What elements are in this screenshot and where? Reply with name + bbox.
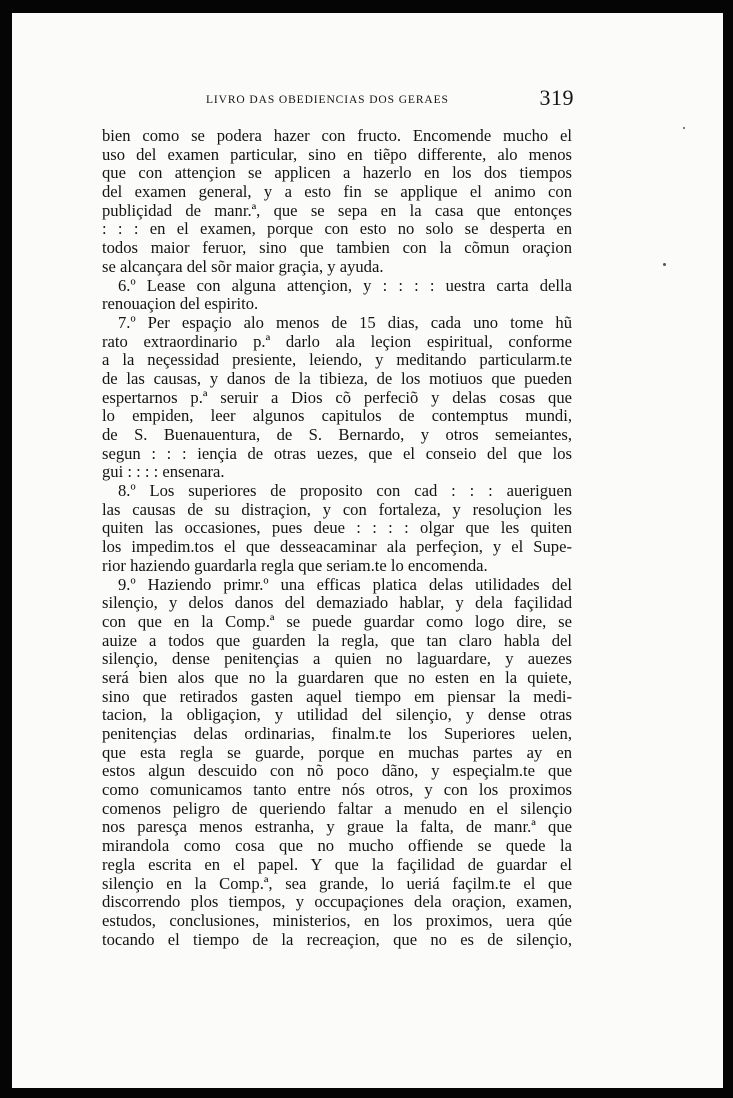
paragraph-start-8: 8.º Los superiores de proposito con cad : : : aueriguen — [118, 482, 572, 501]
paragraph-start-7: 7.º Per espaçio alo menos de 15 dias, cada uno tome hũ — [118, 313, 572, 332]
text-line: silençio en la Comp.ª, sea grande, lo ueriá façilm.te el que — [102, 874, 572, 893]
text-line: bien como se podera hazer con fructo. Encomende mucho el — [102, 127, 572, 145]
paragraph-start-9: 9.º Haziendo primr.º una efficas platica delas utilidades del — [118, 575, 572, 594]
text-line: nos paresça menos estranha, y graue la falta, de manr.ª que — [102, 818, 572, 837]
text-line: que con attençion se applicen a hazerlo en los dos tiempos — [102, 164, 572, 183]
text-line: comenos peligro de queriendo faltar a menudo en el silençio — [102, 799, 572, 818]
text-line: silençio, dense penitençias a quien no laguardare, y auezes — [102, 650, 572, 669]
text-line: publiçidad de manr.ª, que se sepa en la casa que entonçes — [102, 201, 572, 220]
text-line: penitençias delas ordinarias, finalm.te los Superiores uelen, — [102, 725, 572, 743]
paragraph-start-6: 6.º Lease con alguna attençion, y : : : : uestra carta della — [118, 276, 572, 295]
text-line: auize a todos que guarden la regla, que tan claro habla del — [102, 631, 572, 650]
text-line: renouaçion del espirito. — [102, 295, 259, 314]
text-line: será bien alos que no la guardaren que no esten en la quiete, — [102, 668, 572, 687]
dust-speck — [683, 127, 685, 129]
text-line: lo empiden, leer algunos capitulos de contemptus mundi, — [102, 407, 572, 426]
page-number: 319 — [539, 85, 574, 110]
text-line: : : : en el examen, porque con esto no solo se desperta en — [102, 220, 572, 239]
text-line: discorrendo plos tiempos, y occupaçiones dela oraçion, examen, — [102, 893, 572, 912]
body-text — [102, 127, 572, 949]
text-line: sino que retirados gasten aquel tiempo em piensar la medi- — [102, 687, 572, 706]
page-header — [102, 85, 572, 115]
text-line: silençio, y delos danos del demaziado hablar, y dela façilidad — [102, 594, 572, 613]
text-line: todos maior feruor, sino que tambien con la cõmun oraçion — [102, 239, 572, 258]
text-line: tocando el tiempo de la recreaçion, que no es de silençio, — [102, 930, 572, 949]
text-line: las causas de su distraçion, y con fortaleza, y resoluçion les — [102, 500, 572, 519]
text-line: a la neçessidad presiente, leiendo, y meditando particularm.te — [102, 351, 572, 370]
text-line: rato extraordinario p.ª darlo ala leçion espiritual, conforme — [102, 332, 572, 351]
text-line: rior haziendo guardarla regla que seriam.te lo encomenda. — [102, 556, 488, 575]
running-title: LIVRO DAS OBEDIENCIAS DOS GERAES — [206, 94, 449, 106]
text-line: que esta regla se guarde, porque en muchas partes ay en — [102, 743, 572, 762]
text-line: de S. Buenauentura, de S. Bernardo, y otros semeiantes, — [102, 426, 572, 444]
text-line: gui : : : : ensenara. — [102, 463, 225, 482]
text-line: con que en la Comp.ª se puede guardar como logo dire, se — [102, 612, 572, 631]
text-line: de las causas, y danos de la tibieza, de los motiuos que pueden — [102, 369, 572, 388]
text-line: estudos, conclusiones, ministerios, en los proximos, uera qúe — [102, 911, 572, 930]
text-line: uso del examen particular, sino en tiẽpo differente, alo menos — [102, 145, 572, 164]
text-line: regla escrita en el papel. Y que la façilidad de guardar el — [102, 855, 572, 874]
text-line: los impedim.tos el que desseacaminar ala perfeçion, y el Supe- — [102, 538, 572, 557]
text-line: tacion, la obligaçion, y utilidad del silençio, y dense otras — [102, 706, 572, 725]
text-line: quiten las occasiones, pues deue : : : : olgar que les quiten — [102, 519, 572, 538]
text-line: segun : : : iençia de otras uezes, que el conseio del que los — [102, 444, 572, 463]
text-line: se alcançara del sõr maior graçia, y ayuda. — [102, 257, 384, 276]
book-page — [102, 85, 572, 949]
dust-speck — [663, 263, 666, 266]
text-line: del examen general, y a esto fin se applique el animo con — [102, 183, 572, 202]
text-line: mirandola como cosa que no mucho offiende se quede la — [102, 837, 572, 856]
text-line: estos algun descuido con nõ poco dãno, y espeçialm.te que — [102, 762, 572, 781]
text-line: espertarnos p.ª seruir a Dios cõ perfeciõ y delas cosas que — [102, 388, 572, 407]
text-line: como comunicamos tanto entre nós otros, y con los proximos — [102, 781, 572, 800]
